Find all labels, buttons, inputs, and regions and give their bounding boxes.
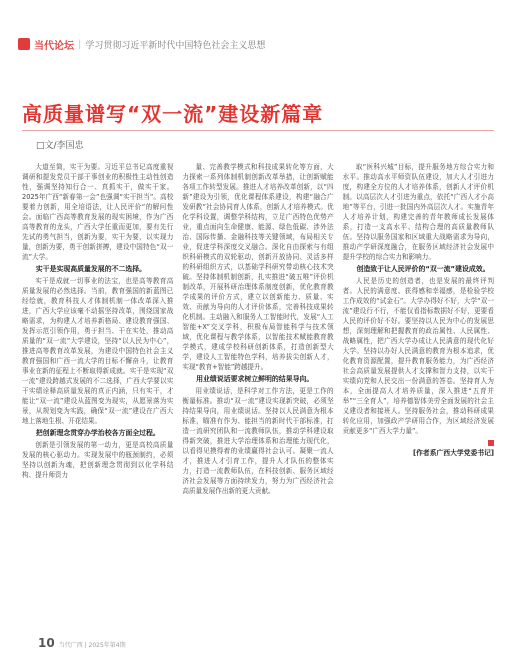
section-heading: 创造致于让人民评价的“双一流”建设成效。 (356, 265, 490, 273)
page-header (18, 36, 498, 52)
page-number: 10 (38, 636, 55, 650)
paragraph: 取“医科兴城”目标，提升服务地方综合实力和水平。推动高水平师资队伍建设，加大人才引进力度，构建全方位的人才培养体系，创新人才评价机制。以高层次人才引进为重点，依托“广西人才小高地”等平台，引进一批国内外高层次人才。实施青年人才培养计划，构建完善的青年教师成长发展体系，打造一支高水平、结构合理的高质量教师队伍。坚持以服务国家和区域重大战略需求为导向，推动产学研深度融合，在服务区域经济社会发展中提升学校的综合实力和影响力。 (342, 163, 494, 261)
header-separator: | (78, 38, 82, 50)
column-tag-icon (18, 38, 30, 50)
end-mark-icon (488, 440, 494, 446)
article-body (22, 162, 494, 622)
paragraph: 创新是引领发展的第一动力，更是高校高质量发展的核心驱动力。实现发展中的瓶颈制约，必须坚持以创新为魂，把创新理念贯彻到以化学科结构、提升师资力 (22, 441, 174, 479)
paragraph: 用业绩说话，是科学对工作方法，更是工作的衡量标准。推动“双一流”建设实现新突破，必须坚持结果导向，用业绩说话。坚持以人民满意为根本标准，瞄准有作为、能担当的新时代干部标准，打造一流研究团队和一流教师队伍，推动学科建设取得新突破，推进大学治理体系和治理能力现代化，以看得见摸得着的业绩赢得社会认可。凝聚一流人才，推进人才引育工作，提升人才队伍的整体实力，打造一流教师队伍，在科技创新、服务区域经济社会发展等方面持续发力，努力为广西经济社会高质量发展作出新的更大贡献。 (182, 387, 334, 495)
paragraph: 实干是成就一切事业的法宝，也是高等教育高质量发展的必然选择。当前，教育强国的新蓝图已经绘就，教育科技人才体制机制一体改革深入推进，广西大学应该毫不动摇坚持改革，围绕国家战略需求，为构建人才培养新格局、建设教育强国、发挥示范引领作用，勇于担当、干在实处，推动高质量的“双一流”大学建设，坚持“以人民为中心”，推进高等教育改革发展，为建设中国特色社会主义教育强国和广西一流大学的目标不懈奋斗，让教育事业在新的征程上不断取得新成就。实干是实现“双一流”建设跨越式发展的不二选择，广西大学要以实干实绩诠释高质量发展的真正内涵，只有实干，才能让“双一流”建设从蓝图变为现实，从愿景落为实景，从规划变为实践，确保“双一流”建设在广西大地上落地生根、开花结果。 (22, 277, 174, 425)
column-tag: 当代论坛 (34, 40, 74, 52)
article-byline: □文/李国忠 (36, 141, 84, 151)
paragraph: 人民是历史的创造者，也是发展的最终评判者。人民的满意度、获得感和幸福感，是检验学校工作成效的“试金石”。大学办得好不好，大学“双一流”建设行不行，不能仅看指标数据好不好，更要看人民的评价好不好。要坚持以人民为中心的发展思想，深刻理解和把握教育的政治属性、人民属性、战略属性，把广西大学办成让人民满意的现代化好大学。坚持以办好人民满意的教育为根本追求，优化教育资源配置，提升教育服务能力，为广西经济社会高质量发展提供人才支撑和智力支持，以实干实绩向党和人民交出一份满意的答卷。坚持育人为本，全面提高人才培养质量，深入推进“五育并举”“三全育人”，培养德智体美劳全面发展的社会主义建设者和接班人。坚持服务社会，推动科研成果转化应用，加强政产学研用合作，为区域经济发展贡献更多“广西大学力量”。 (342, 277, 494, 435)
section-heading: 把创新理念贯穿办学治校各方面全过程。 (35, 429, 160, 437)
paragraph: 量、完善教学模式和科技成果转化等方面，大力探索一系列体制机制创新改革举措，让创新赋能各项工作转型发展。推进人才培养改革创新，以“四新”建设为引领，优化课程体系建设，构建“融合广发研教”社会协同育人体系，创新人才培养模式。优化学科设置，调整学科结构，立足广西特色优势产业，重点面向生命健康、能源、绿色低碳、涉外法治、国际传播、金融科技等关键领域，布局相关专业，促进学科深度交叉融合。深化自由探索与有组织科研模式的双轮驱动，创新开放协同、灵活多样的科研组织方式，以基础学科研究带动核心技术突破。坚持体制机制创新，扎实推进“破五唯”评价机制改革，开展科研治理体系制度创新，优化教育教学成果的评价方式，建立以创新能力、质量、实效、贡献为导向的人才评价体系，完善科技成果转化机制。主动融入和服务人工智能时代，发展“人工智能+X”交叉学科，积极布局智能科学与技术领域，优化课程与教学体系，以智能技术赋能教育教学模式，建成学校科研创新体系，打造创新型大学，建设人工智能特色学科，培养拔尖创新人才，实现“教育+智能”跨越提升。 (182, 163, 334, 371)
paragraph: 大道至简，实干为要。习近平总书记高度重视调研和提发党员干部干事创业的积极性主动性创造性，强调坚持知行合一、真抓实干，做实干家。2025年广西“新春第一会”也强调“实干担当”。高校要着力创新，用全培语法，让人民评价“的解问性会。面临广西高等教育发展的现实困境，作为广西高等教育的龙头，广西大学任重而更加，要有先行先试的勇气担当，创新为要，实干为要，以实现力量，创新为要，勇干创新拼搏，建设中国特色“双一流”大学。 (22, 163, 174, 261)
article-column-1 (22, 162, 173, 622)
author-note (343, 438, 494, 458)
column-name: 学习贯彻习近平新时代中国特色社会主义思想 (85, 40, 266, 51)
article-column-2 (182, 162, 333, 622)
title-divider (22, 130, 494, 131)
publication-info: 当代广西 | 2025年第4期 (58, 642, 126, 649)
article-title: 高质量谱写“双一流”建设新篇章 (22, 102, 324, 126)
article-column-3 (343, 162, 494, 622)
author-note-text: [作者系广西大学党委书记] (413, 449, 494, 457)
page-footer (38, 636, 126, 650)
section-heading: 实干是实现高质量发展的不二选择。 (35, 265, 147, 273)
section-heading: 用业绩说话要求树立鲜明的结果导向。 (196, 375, 314, 383)
